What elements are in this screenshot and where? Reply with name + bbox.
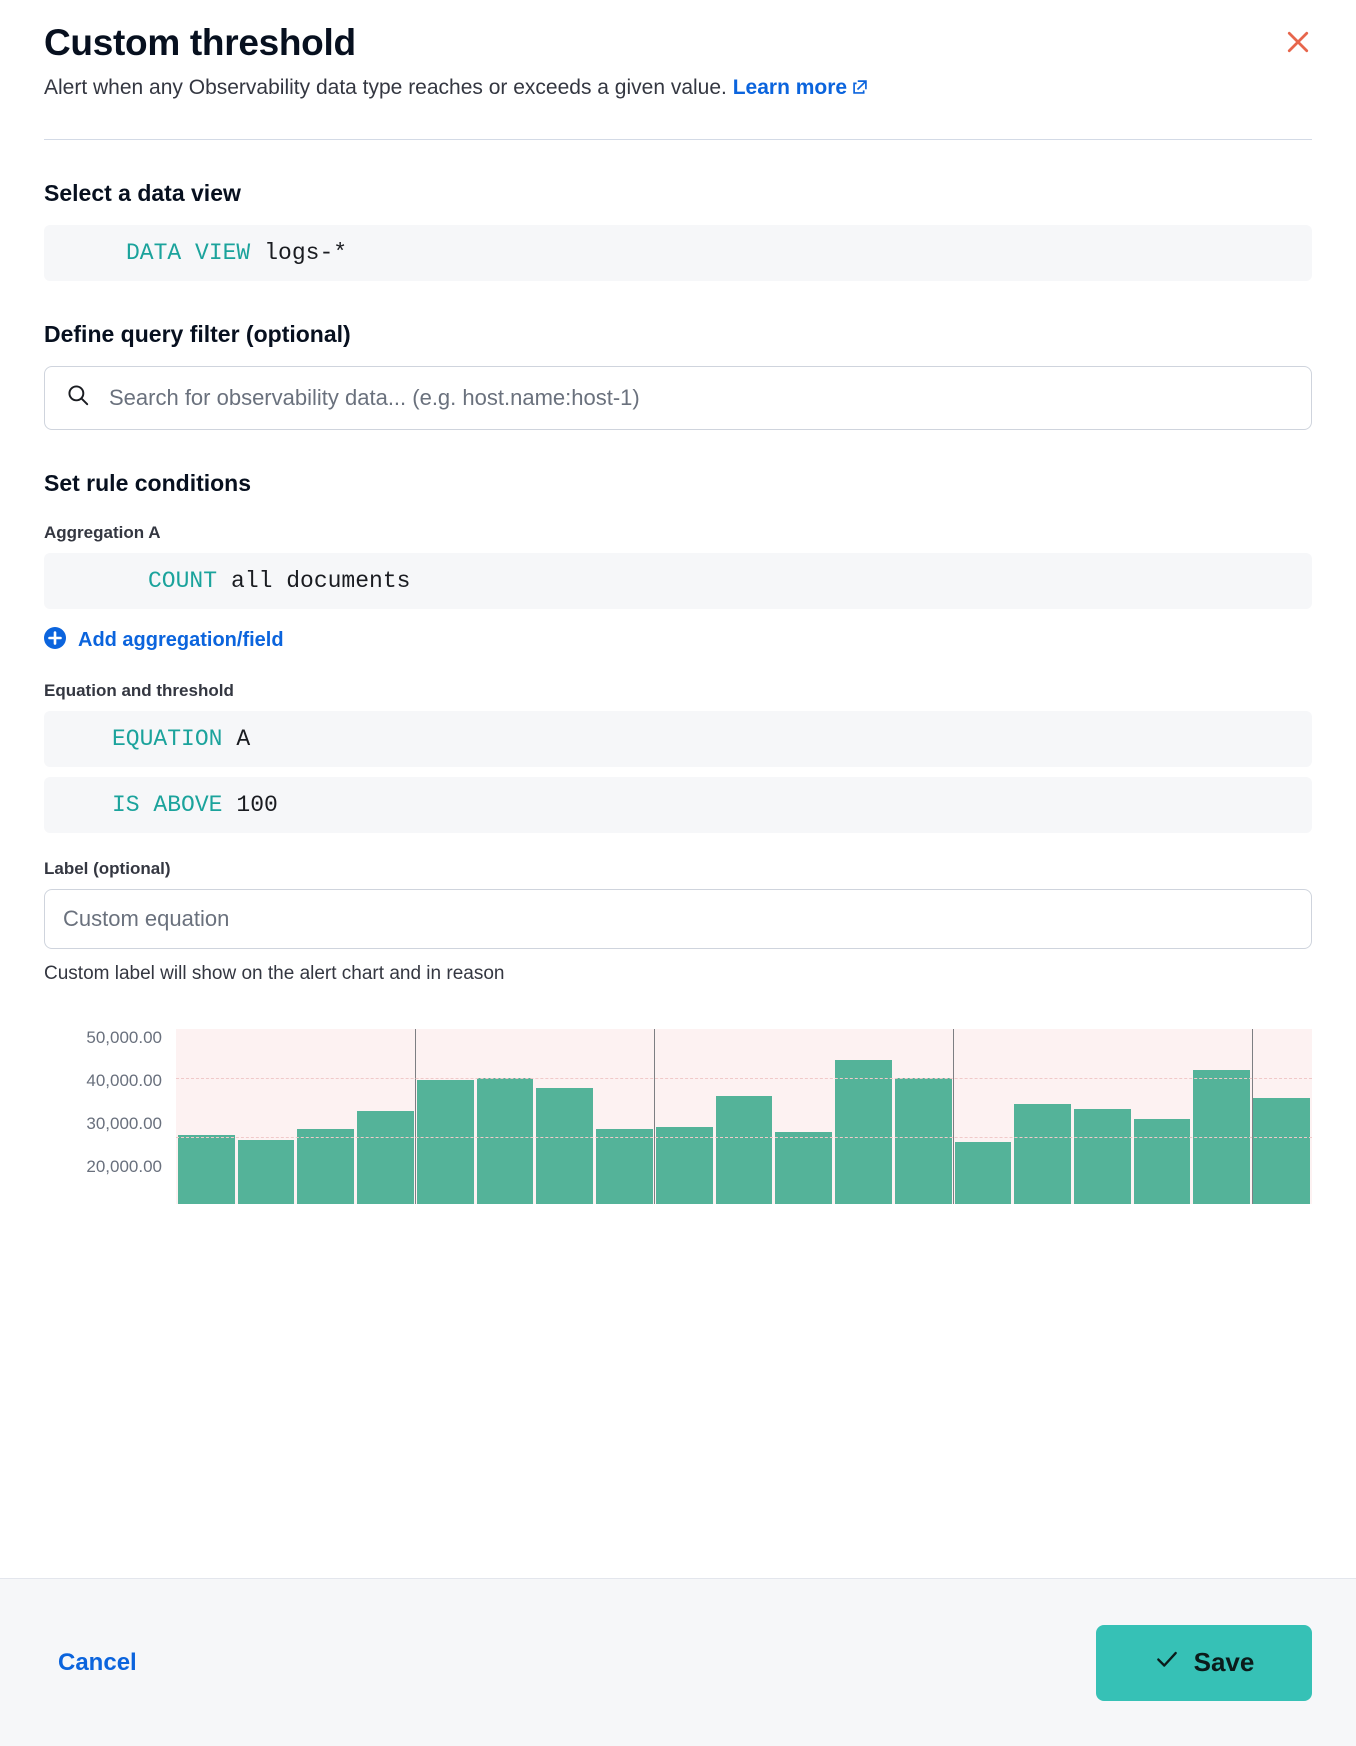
close-icon [1283, 27, 1313, 57]
chart-bar [238, 1140, 295, 1204]
aggregation-expression[interactable] [44, 553, 1312, 609]
chart-bar [1134, 1119, 1191, 1204]
equation-key: EQUATION [112, 725, 223, 752]
close-button[interactable] [1278, 22, 1318, 62]
chart-bars [176, 1029, 1312, 1204]
threshold-value: 100 [236, 791, 278, 818]
chart-gridline [176, 1137, 1312, 1138]
save-label: Save [1193, 1647, 1255, 1677]
custom-label-field-label: Label (optional) [44, 858, 171, 878]
y-tick-1: 40,000.00 [86, 1070, 162, 1090]
chart-bar [357, 1111, 414, 1204]
cancel-button[interactable]: Cancel [44, 1639, 151, 1687]
y-tick-0: 50,000.00 [86, 1027, 162, 1047]
chart-bar [895, 1078, 952, 1204]
chart-bar [178, 1135, 235, 1204]
chart-threshold-marker [415, 1029, 416, 1204]
chart-threshold-marker [654, 1029, 655, 1204]
equation-value: A [236, 725, 251, 752]
data-view-value: logs-* [264, 239, 348, 266]
aggregation-key: COUNT [148, 567, 218, 594]
flyout-header [0, 0, 1356, 105]
subtitle-text: Alert when any Observability data type reaches or exceeds a given value. [44, 75, 727, 99]
external-link-icon [851, 75, 869, 105]
aggregation-label: Aggregation A [44, 522, 161, 542]
page-subtitle [44, 73, 1224, 105]
rule-conditions-section-title: Set rule conditions [44, 469, 252, 496]
query-filter-searchbar[interactable] [44, 366, 1312, 430]
query-filter-section-title: Define query filter (optional) [44, 320, 351, 347]
chart-plot-area [176, 1029, 1312, 1204]
threshold-key: IS ABOVE [112, 791, 223, 818]
learn-more-label: Learn more [732, 75, 848, 99]
chart-bar [1253, 1098, 1310, 1204]
plus-circle-icon [44, 627, 66, 655]
custom-label-input[interactable] [44, 889, 1312, 949]
y-tick-2: 30,000.00 [86, 1113, 162, 1133]
flyout-footer [0, 1578, 1356, 1746]
search-input[interactable] [107, 384, 1291, 412]
add-aggregation-button[interactable] [44, 627, 284, 655]
equation-threshold-label: Equation and threshold [44, 680, 234, 700]
chart-threshold-marker [953, 1029, 954, 1204]
chart-bar [835, 1060, 892, 1204]
search-icon [65, 382, 91, 413]
chart-bar [417, 1080, 474, 1204]
data-view-expression[interactable] [44, 225, 1312, 281]
aggregation-value: all documents [231, 567, 411, 594]
chart-bar [477, 1078, 534, 1204]
chart-threshold-marker [1252, 1029, 1253, 1204]
chart-y-axis [44, 1029, 176, 1239]
equation-expression[interactable] [44, 711, 1312, 767]
y-tick-3: 20,000.00 [86, 1156, 162, 1176]
chart-bar [1074, 1109, 1131, 1204]
chart-bar [716, 1096, 773, 1204]
chart-bar [297, 1129, 354, 1204]
save-button[interactable] [1096, 1625, 1312, 1701]
chart-bar [775, 1132, 832, 1204]
check-icon [1154, 1646, 1180, 1679]
chart-bar [536, 1088, 593, 1204]
chart-bar [596, 1129, 653, 1204]
chart-gridline [176, 1078, 1312, 1079]
add-aggregation-label: Add aggregation/field [78, 629, 284, 652]
page-title: Custom threshold [44, 22, 356, 63]
preview-chart [44, 1029, 1312, 1239]
data-view-key: DATA VIEW [126, 239, 251, 266]
chart-bar [1014, 1104, 1071, 1204]
data-view-section-title: Select a data view [44, 179, 241, 206]
custom-label-helper-text: Custom label will show on the alert chart and in reason [44, 962, 505, 984]
threshold-expression[interactable] [44, 777, 1312, 833]
chart-bar [955, 1142, 1012, 1204]
learn-more-link[interactable] [733, 76, 869, 99]
flyout-body [0, 140, 1356, 1578]
